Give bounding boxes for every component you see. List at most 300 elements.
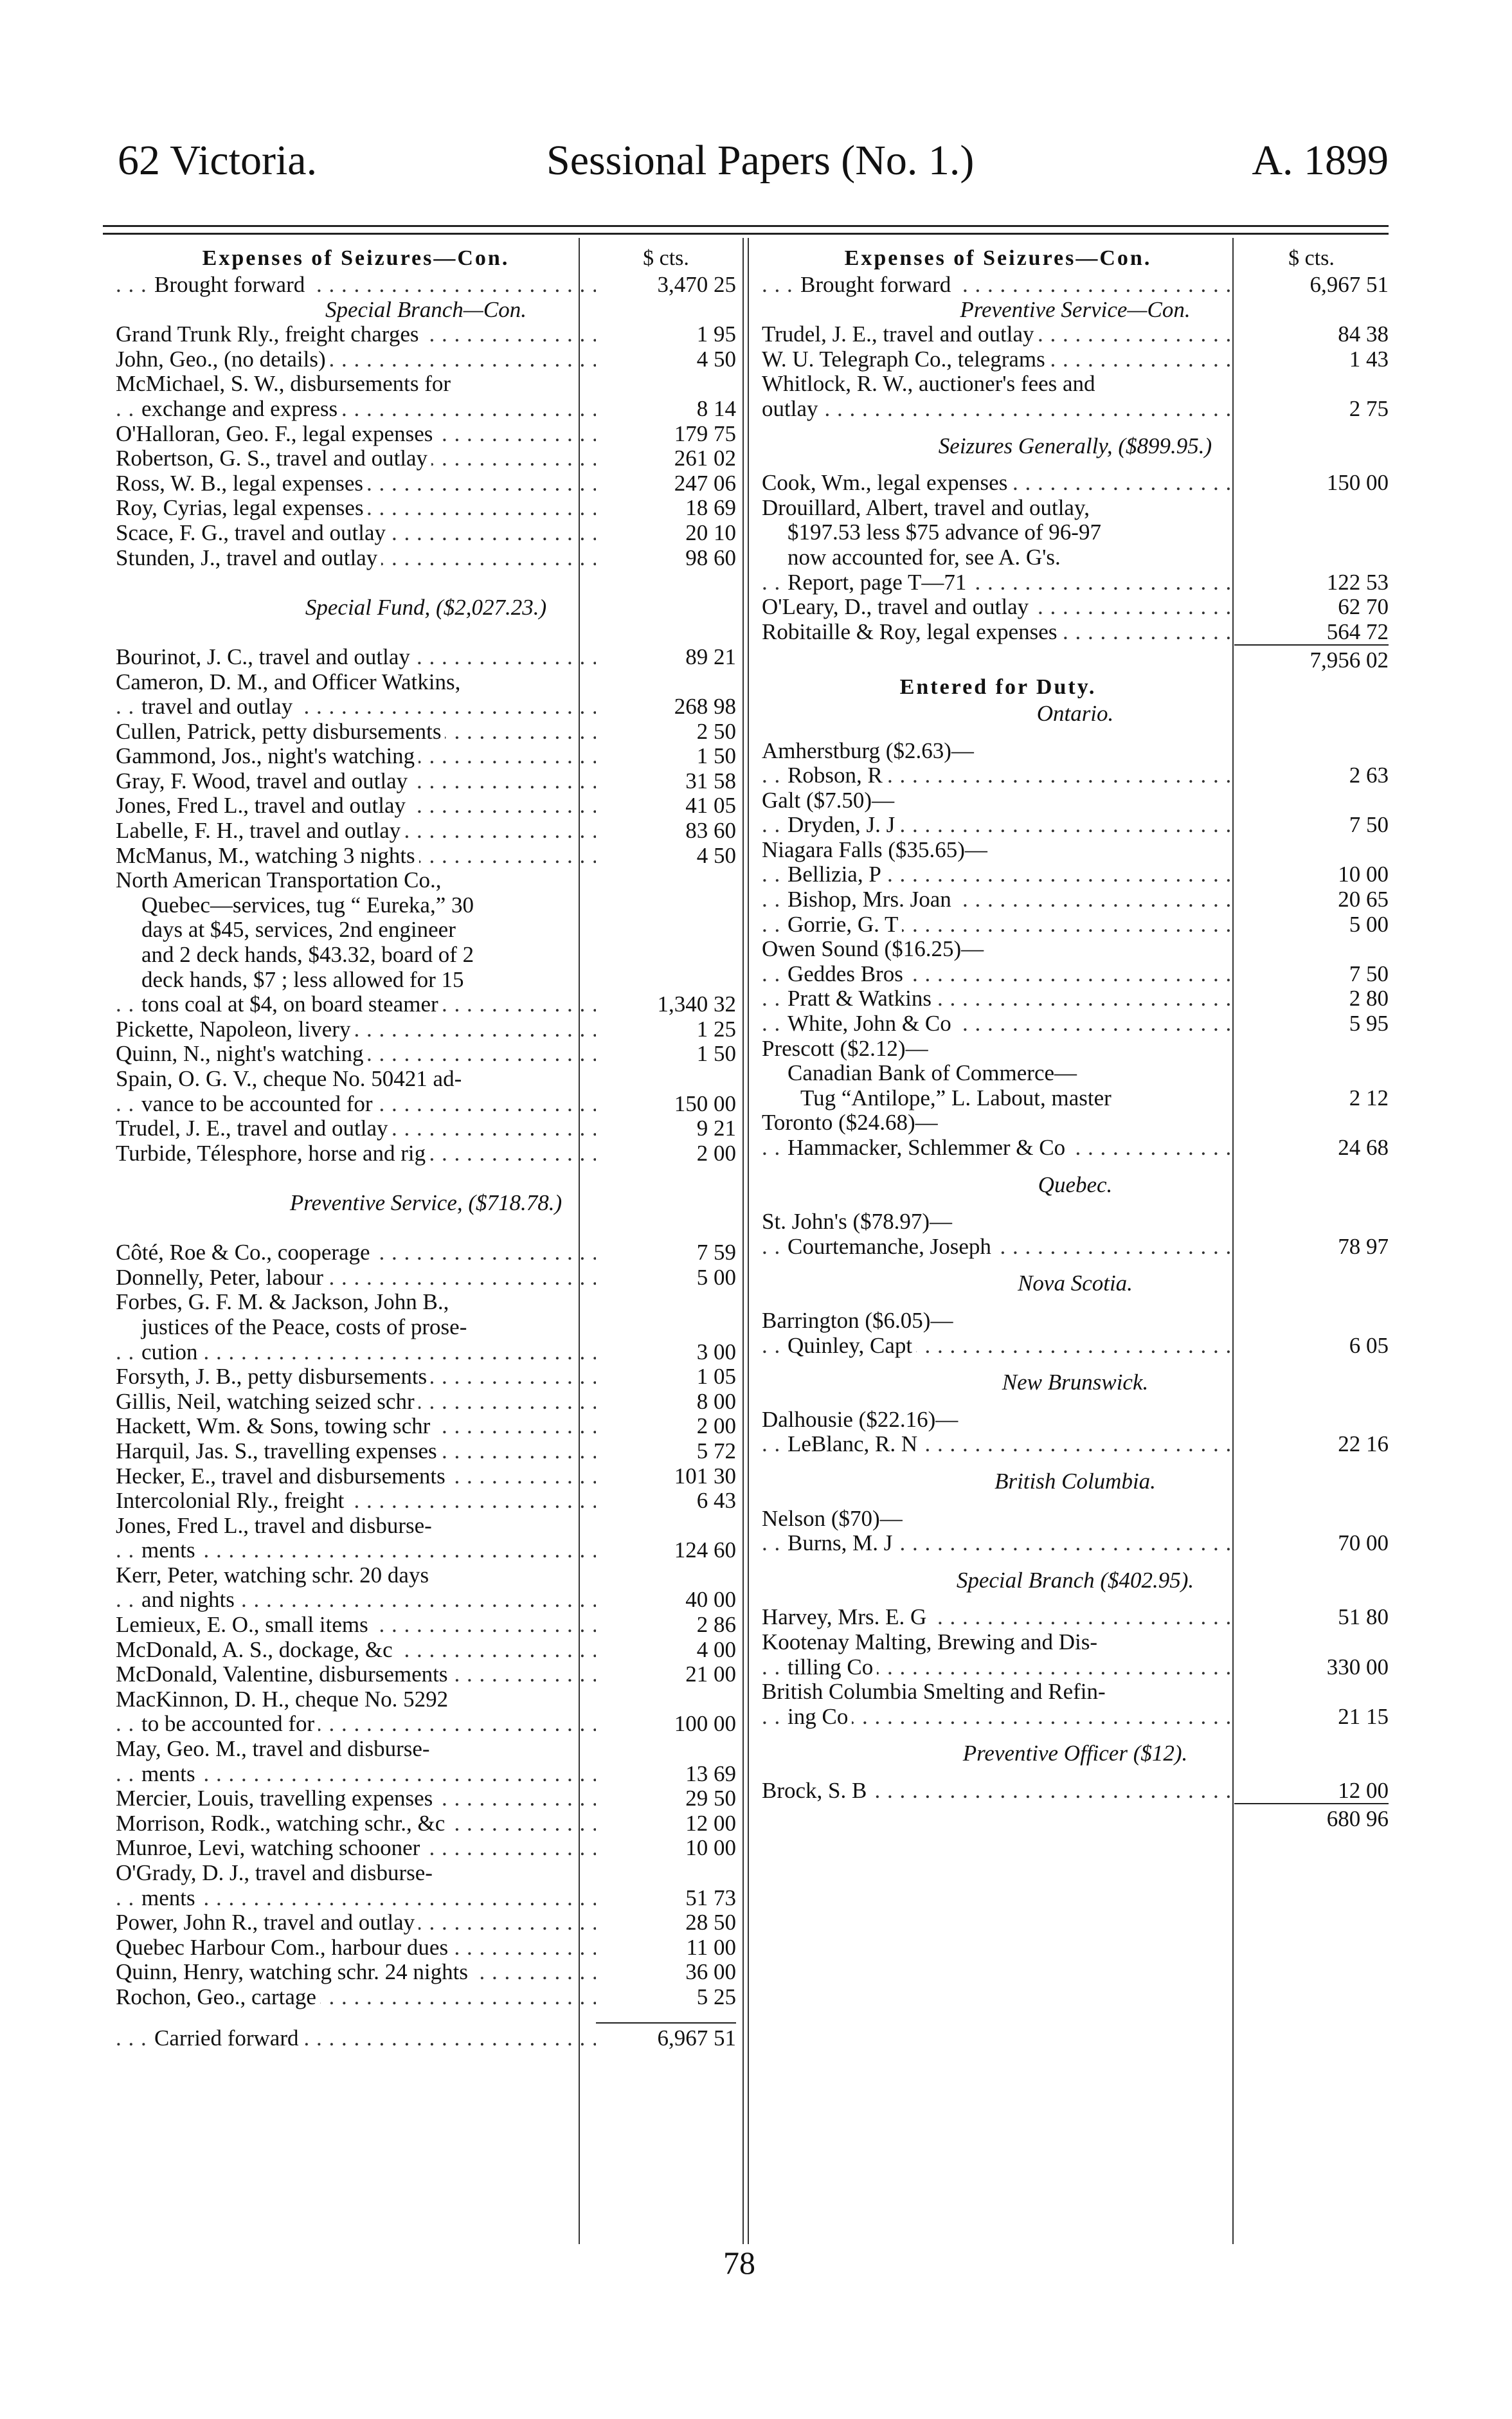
ledger-amount: 3,470 25 — [657, 272, 736, 297]
ledger-label: ments — [141, 1538, 199, 1563]
ledger-row — [762, 570, 1389, 595]
center-divider-b — [748, 238, 749, 2244]
ledger-label: Drouillard, Albert, travel and outlay, — [762, 496, 1094, 520]
ledger-label-cell — [116, 1538, 596, 1563]
ledger-row — [762, 1680, 1389, 1705]
page-header — [0, 132, 1512, 190]
ledger-label-cell — [116, 670, 596, 695]
ledger-label: Burns, M. J — [788, 1531, 896, 1555]
ledger-amount: 84 38 — [1338, 322, 1389, 347]
ledger-row — [116, 694, 736, 720]
ledger-row — [116, 844, 736, 869]
ledger-row — [116, 521, 736, 546]
ledger-label: justices of the Peace, costs of prose- — [141, 1315, 471, 1339]
section-subheading: British Columbia. — [995, 1468, 1156, 1494]
ledger-row — [762, 1235, 1389, 1260]
ledger-amount: 2 50 — [696, 718, 736, 744]
ledger-row — [762, 962, 1389, 987]
ledger-row — [116, 1489, 736, 1514]
ledger-amount: 7 50 — [1349, 812, 1389, 838]
ledger-row — [116, 1141, 736, 1166]
section-subheading: Quebec. — [1038, 1172, 1113, 1197]
ledger-amount: 7 59 — [696, 1240, 736, 1265]
ledger-label-cell — [116, 645, 596, 670]
ledger-label-cell — [762, 648, 1234, 673]
ledger-label-cell — [116, 968, 596, 993]
ledger-row — [116, 1414, 736, 1439]
ledger-label-cell — [116, 1116, 596, 1141]
ledger-label-cell — [116, 1861, 596, 1886]
ledger-label: Lemieux, E. O., small items — [116, 1613, 372, 1637]
ledger-label: Trudel, J. E., travel and outlay — [116, 1116, 392, 1141]
ledger-label: Brought forward — [800, 273, 955, 297]
ledger-label: Hammacker, Schlemmer & Co — [788, 1136, 1069, 1160]
ledger-amount: 12 00 — [1338, 1777, 1389, 1803]
ledger-label-cell — [116, 422, 596, 447]
ledger-label-cell — [762, 1779, 1234, 1804]
ledger-label-cell — [762, 1705, 1234, 1730]
ledger-label-cell — [116, 546, 596, 571]
ledger-amount: 11 00 — [686, 1934, 736, 1960]
ledger-label-cell — [116, 1265, 596, 1291]
ledger-label-cell — [116, 471, 596, 496]
ledger-label-cell — [762, 937, 1234, 962]
ledger-label: tons coal at $4, on board steamer — [141, 992, 442, 1017]
ledger-label-cell — [116, 1737, 596, 1762]
ledger-label: Intercolonial Rly., freight — [116, 1489, 348, 1513]
ledger-label: Brock, S. B — [762, 1779, 870, 1803]
section-heading-title: Entered for Duty. — [899, 675, 1097, 699]
ledger-row — [116, 1340, 736, 1365]
ledger-label-cell — [116, 868, 596, 893]
ledger-label-cell — [116, 1811, 596, 1836]
ledger-label: Donnelly, Peter, labour — [116, 1265, 327, 1290]
ledger-label: travel and outlay — [141, 694, 296, 719]
ledger-row — [116, 769, 736, 794]
ledger-label-cell — [116, 1315, 596, 1340]
ledger-label: Kerr, Peter, watching schr. 20 days — [116, 1563, 433, 1588]
ledger-row — [116, 1514, 736, 1539]
ledger-label: Dalhousie ($22.16)— — [762, 1408, 962, 1432]
ledger-label: Grand Trunk Rly., freight charges — [116, 322, 422, 347]
ledger-row — [116, 1017, 736, 1042]
right-heading-title: Expenses of Seizures—Con. — [844, 246, 1152, 270]
ledger-row — [762, 595, 1389, 620]
ledger-label-cell — [116, 1762, 596, 1787]
spacer — [116, 1166, 736, 1191]
ledger-label-cell — [116, 819, 596, 844]
ledger-label-cell — [762, 397, 1234, 422]
ledger-label-cell — [116, 446, 596, 471]
ledger-amount: 62 70 — [1338, 594, 1389, 620]
ledger-amount: 2 75 — [1349, 395, 1389, 421]
ledger-label-cell — [762, 1531, 1234, 1556]
ledger-label: Scace, F. G., travel and outlay — [116, 521, 390, 545]
ledger-label-cell — [762, 1037, 1234, 1062]
ledger-label: Kootenay Malting, Brewing and Dis- — [762, 1630, 1101, 1654]
ledger-row — [116, 1290, 736, 1315]
ledger-amount: 4 00 — [696, 1636, 736, 1662]
ledger-row — [116, 273, 736, 298]
ledger-amount: 78 97 — [1338, 1233, 1389, 1259]
ledger-label: Geddes Bros — [788, 962, 907, 986]
ledger-row — [762, 912, 1389, 938]
ledger-row — [116, 720, 736, 745]
ledger-amount: 179 75 — [674, 421, 736, 446]
section-subheading: Special Branch—Con. — [325, 296, 527, 322]
ledger-label: cution — [141, 1340, 201, 1364]
ledger-row — [116, 1265, 736, 1291]
ledger-amount: 12 00 — [685, 1810, 736, 1836]
ledger-label: Niagara Falls ($35.65)— — [762, 838, 991, 862]
ledger-label: McDonald, Valentine, disbursements — [116, 1662, 452, 1687]
ledger-amount: 122 53 — [1326, 569, 1389, 595]
spacer — [762, 1395, 1389, 1408]
ledger-label-cell — [116, 844, 596, 869]
ledger-label: Robitaille & Roy, legal expenses — [762, 620, 1061, 644]
ledger-row — [116, 1737, 736, 1762]
ledger-label-cell — [116, 1390, 596, 1415]
ledger-row — [762, 788, 1389, 813]
ledger-row — [762, 644, 1389, 673]
ledger-label: Prescott ($2.12)— — [762, 1037, 932, 1061]
ledger-label-cell — [762, 496, 1234, 521]
header-rule-top — [103, 225, 1389, 227]
ledger-row — [116, 918, 736, 943]
ledger-label: Galt ($7.50)— — [762, 788, 898, 813]
ledger-label: Quinn, Henry, watching schr. 24 nights — [116, 1960, 472, 1984]
ledger-label-cell — [116, 1042, 596, 1067]
ledger-label: North American Transportation Co., — [116, 868, 446, 892]
ledger-row — [762, 862, 1389, 887]
ledger-row — [116, 1935, 736, 1961]
ledger-amount: 564 72 — [1326, 619, 1389, 644]
ledger-label: ing Co — [788, 1705, 852, 1729]
ledger-amount: 5 00 — [1349, 911, 1389, 937]
ledger-amount: 101 30 — [674, 1463, 736, 1489]
ledger-label-cell — [762, 862, 1234, 887]
ledger-row — [116, 496, 736, 521]
ledger-row — [116, 1960, 736, 1985]
ledger-label-cell — [116, 1786, 596, 1811]
ledger-label-cell — [762, 1408, 1234, 1433]
ledger-label-cell — [762, 595, 1234, 620]
ledger-label: Bourinot, J. C., travel and outlay — [116, 645, 414, 669]
ledger-row — [762, 1705, 1389, 1730]
ledger-amount: 2 00 — [696, 1140, 736, 1166]
ledger-row — [116, 1985, 736, 2010]
ledger-amount: 5 95 — [1349, 1011, 1389, 1037]
ledger-amount: 41 05 — [685, 793, 736, 819]
ledger-row — [762, 1630, 1389, 1655]
section-subheading: New Brunswick. — [1002, 1370, 1149, 1395]
ledger-label-cell — [116, 918, 596, 943]
ledger-row — [116, 1588, 736, 1613]
ledger-label-cell — [762, 620, 1234, 645]
ledger-row — [762, 1309, 1389, 1334]
ledger-row — [762, 1334, 1389, 1359]
ledger-label: and nights — [141, 1588, 239, 1612]
ledger-row — [116, 372, 736, 397]
ledger-label-cell — [116, 1414, 596, 1439]
ledger-label-cell — [762, 1086, 1234, 1111]
ledger-label: ments — [141, 1886, 199, 1910]
ledger-row — [116, 1786, 736, 1811]
ledger-amount: 1 25 — [696, 1016, 736, 1042]
spacer — [116, 620, 736, 645]
ledger-label-cell — [116, 1240, 596, 1265]
ledger-label: MacKinnon, D. H., cheque No. 5292 — [116, 1687, 452, 1712]
ledger-label-cell — [116, 1985, 596, 2010]
ledger-label: McDonald, A. S., dockage, &c — [116, 1638, 397, 1662]
ledger-row — [762, 620, 1389, 645]
ledger-label: Cullen, Patrick, petty disbursements — [116, 720, 445, 744]
ledger-amount: 70 00 — [1338, 1530, 1389, 1556]
ledger-amount: 1 50 — [696, 743, 736, 769]
ledger-label-cell — [762, 1061, 1234, 1086]
spacer — [762, 1161, 1389, 1173]
ledger-label-cell — [116, 1514, 596, 1539]
ledger-label: Spain, O. G. V., cheque No. 50421 ad- — [116, 1067, 465, 1091]
ledger-label: Forbes, G. F. M. & Jackson, John B., — [116, 1290, 453, 1314]
header-rule-bottom — [103, 233, 1389, 235]
ledger-row — [116, 1861, 736, 1886]
spacer — [762, 1296, 1389, 1309]
ledger-label-cell — [116, 273, 596, 298]
ledger-row — [762, 1531, 1389, 1556]
ledger-label-cell — [116, 694, 596, 720]
spacer — [762, 1766, 1389, 1779]
ledger-row — [762, 1061, 1389, 1086]
ledger-label-cell — [762, 1807, 1234, 1832]
ledger-label-cell — [116, 1960, 596, 1985]
ledger-label: John, Geo., (no details) — [116, 347, 330, 372]
ledger-label-cell — [116, 1290, 596, 1315]
ledger-label-cell — [762, 1210, 1234, 1235]
ledger-row — [116, 670, 736, 695]
ledger-label: W. U. Telegraph Co., telegrams — [762, 347, 1049, 372]
ledger-amount: 3 00 — [696, 1339, 736, 1364]
ledger-label: Ross, W. B., legal expenses — [116, 471, 367, 496]
ledger-amount: 6 05 — [1349, 1332, 1389, 1358]
center-divider-a — [742, 238, 744, 2244]
spacer — [116, 1216, 736, 1241]
ledger-amount: 2 12 — [1349, 1085, 1389, 1110]
ledger-row — [116, 1464, 736, 1489]
ledger-row — [116, 1613, 736, 1638]
ledger-label-cell — [116, 1364, 596, 1390]
ledger-label: exchange and express — [141, 397, 341, 421]
ledger-row — [116, 322, 736, 347]
ledger-label: Bishop, Mrs. Joan — [788, 887, 955, 912]
ledger-row — [116, 1662, 736, 1687]
ledger-amount: 4 50 — [696, 346, 736, 372]
ledger-row — [762, 347, 1389, 372]
ledger-amount: 83 60 — [685, 818, 736, 844]
ledger-label: Hecker, E., travel and disbursements — [116, 1464, 449, 1489]
ledger-label: Pickette, Napoleon, livery — [116, 1017, 354, 1042]
ledger-amount: 124 60 — [674, 1537, 736, 1563]
ledger-label-cell — [116, 1563, 596, 1588]
spacer — [762, 1593, 1389, 1605]
ledger-row — [762, 763, 1389, 788]
ledger-label-cell — [116, 521, 596, 546]
ledger-label-cell — [762, 838, 1234, 863]
ledger-label: Hackett, Wm. & Sons, towing schr — [116, 1414, 434, 1438]
ledger-amount: 4 50 — [696, 842, 736, 868]
ledger-amount: 5 72 — [696, 1438, 736, 1463]
ledger-label: Harquil, Jas. S., travelling expenses — [116, 1439, 441, 1463]
header-title: Sessional Papers (No. 1.) — [546, 137, 975, 184]
ledger-label-cell — [762, 1432, 1234, 1457]
ledger-label: deck hands, $7 ; less allowed for 15 — [141, 968, 468, 992]
ledger-label — [762, 648, 766, 673]
right-column-heading — [762, 244, 1389, 273]
ledger-row — [116, 347, 736, 372]
spacer — [762, 458, 1389, 471]
ledger-row — [116, 471, 736, 496]
ledger-label: Canadian Bank of Commerce— — [788, 1061, 1081, 1085]
ledger-label-cell — [762, 1680, 1234, 1705]
ledger-label-cell — [762, 813, 1234, 838]
ledger-amount: 31 58 — [685, 768, 736, 793]
ledger-row — [116, 992, 736, 1017]
ledger-amount: 28 50 — [685, 1910, 736, 1935]
ledger-label-cell — [762, 1011, 1234, 1037]
left-heading-currency: $ cts. — [643, 246, 689, 270]
ledger-label-cell — [116, 1935, 596, 1961]
ledger-label-cell — [762, 887, 1234, 912]
ledger-label-cell — [116, 347, 596, 372]
ledger-amount: 1 50 — [696, 1041, 736, 1067]
ledger-label-cell — [116, 769, 596, 794]
ledger-label: Quinley, Capt — [788, 1334, 916, 1358]
ledger-label: Harvey, Mrs. E. G — [762, 1605, 930, 1629]
ledger-label-cell — [762, 763, 1234, 788]
section-subheading: Seizures Generally, ($899.95.) — [938, 433, 1212, 458]
ledger-row — [116, 1390, 736, 1415]
ledger-row — [762, 545, 1389, 570]
ledger-label-cell — [116, 322, 596, 347]
section-heading — [762, 673, 1389, 702]
ledger-label: days at $45, services, 2nd engineer — [141, 918, 460, 942]
ledger-row — [116, 645, 736, 670]
ledger-label-cell — [116, 1092, 596, 1117]
header-year: A. 1899 — [1252, 137, 1389, 184]
ledger-label-cell — [762, 1630, 1234, 1655]
ledger-amount: 100 00 — [674, 1711, 736, 1737]
ledger-label: Courtemanche, Joseph — [788, 1235, 995, 1259]
ledger-row — [762, 1408, 1389, 1433]
ledger-label: Cameron, D. M., and Officer Watkins, — [116, 670, 464, 694]
ledger-label-cell — [762, 570, 1234, 595]
ledger-row — [116, 819, 736, 844]
ledger-label-cell — [762, 1235, 1234, 1260]
ledger-amount: 680 96 — [1234, 1803, 1389, 1832]
spacer — [762, 1494, 1389, 1507]
ledger-amount: 261 02 — [674, 446, 736, 471]
ledger-amount: 6 43 — [696, 1488, 736, 1514]
ledger-amount: 330 00 — [1326, 1654, 1389, 1680]
ledger-row — [762, 1779, 1389, 1804]
spacer — [762, 1457, 1389, 1469]
ledger-label: and 2 deck hands, $43.32, board of 2 — [141, 943, 478, 967]
ledger-label: Stunden, J., travel and outlay — [116, 546, 381, 570]
ledger-label-cell — [762, 1507, 1234, 1532]
ledger-label: Whitlock, R. W., auctioner's fees and — [762, 372, 1099, 396]
ledger-label-cell — [762, 471, 1234, 496]
ledger-row — [762, 1011, 1389, 1037]
ledger-label-cell — [116, 372, 596, 397]
ledger-label: St. John's ($78.97)— — [762, 1210, 956, 1234]
ledger-label-cell — [116, 1017, 596, 1042]
ledger-label: Brought forward — [154, 273, 309, 297]
ledger-label: White, John & Co — [788, 1011, 955, 1036]
ledger-label: Carried forward — [154, 2026, 302, 2051]
ledger-label: Cook, Wm., legal expenses — [762, 471, 1011, 495]
ledger-row — [762, 1037, 1389, 1062]
ledger-label: O'Grady, D. J., travel and disburse- — [116, 1861, 437, 1885]
ledger-amount: 21 00 — [685, 1662, 736, 1687]
ledger-row — [116, 744, 736, 769]
ledger-row — [762, 322, 1389, 347]
ledger-label: McMichael, S. W., disbursements for — [116, 372, 455, 396]
ledger-row — [762, 1210, 1389, 1235]
ledger-label: Trudel, J. E., travel and outlay — [762, 322, 1038, 347]
ledger-row — [762, 1605, 1389, 1630]
ledger-row — [116, 1836, 736, 1861]
section-subheading: Ontario. — [1036, 700, 1114, 726]
ledger-row — [762, 1803, 1389, 1832]
ledger-label-cell — [762, 986, 1234, 1011]
ledger-row — [116, 1364, 736, 1390]
ledger-row — [762, 372, 1389, 397]
ledger-row — [116, 1910, 736, 1935]
ledger-amount: 150 00 — [1326, 470, 1389, 496]
spacer — [762, 1358, 1389, 1370]
page-number: 78 — [723, 2245, 755, 2281]
ledger-label: tilling Co — [788, 1655, 877, 1680]
ledger-label-cell — [116, 397, 596, 422]
ledger-label-cell — [116, 1141, 596, 1166]
spacer — [762, 1197, 1389, 1210]
ledger-label-cell — [762, 520, 1234, 545]
ledger-amount: 21 15 — [1338, 1703, 1389, 1729]
ledger-row — [762, 1432, 1389, 1457]
ledger-amount: 1 43 — [1349, 346, 1389, 372]
ledger-label-cell — [762, 1605, 1234, 1630]
ledger-label-cell — [116, 1439, 596, 1464]
ledger-row — [762, 471, 1389, 496]
ledger-row — [762, 1086, 1389, 1111]
ledger-row — [116, 422, 736, 447]
ledger-row — [762, 496, 1389, 521]
right-entries — [762, 273, 1389, 1832]
ledger-amount: 29 50 — [685, 1786, 736, 1811]
section-subheading: Preventive Officer ($12). — [962, 1741, 1188, 1766]
ledger-row — [762, 397, 1389, 422]
ledger-row — [116, 968, 736, 993]
ledger-row — [116, 446, 736, 471]
ledger-label: Rochon, Geo., cartage — [116, 1985, 320, 2009]
ledger-label-cell — [116, 1638, 596, 1663]
ledger-amount: 7 50 — [1349, 961, 1389, 986]
ledger-label: vance to be accounted for — [141, 1092, 377, 1116]
spacer — [762, 1556, 1389, 1568]
ledger-label-cell — [762, 1136, 1234, 1161]
ledger-row — [762, 1507, 1389, 1532]
right-heading-currency: $ cts. — [1288, 246, 1335, 270]
